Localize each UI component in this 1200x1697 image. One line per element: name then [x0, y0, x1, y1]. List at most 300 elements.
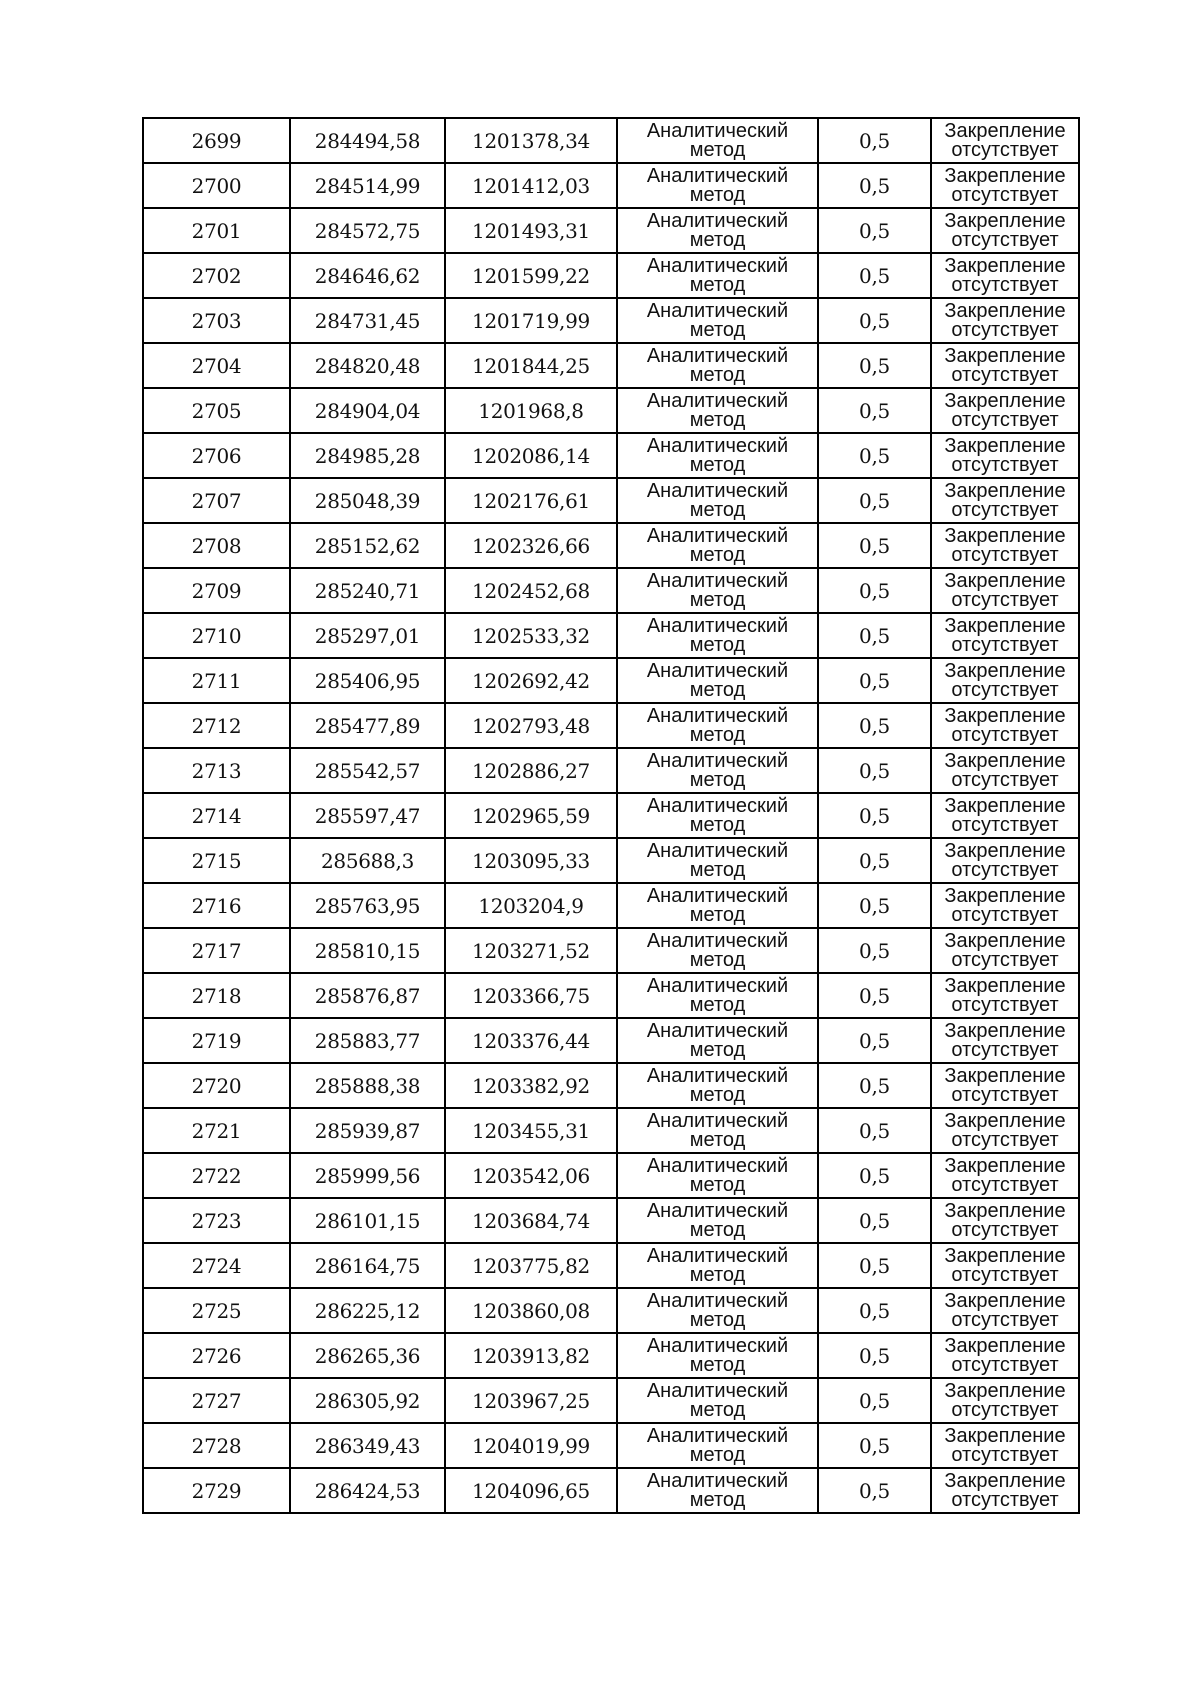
fixing-cell: [931, 793, 1079, 838]
fixing-cell: [931, 478, 1079, 523]
method-cell: [617, 1378, 818, 1423]
x-coordinate-cell: 285688,3: [290, 838, 445, 883]
x-coordinate-cell: 284820,48: [290, 343, 445, 388]
y-coordinate-cell: 1203684,74: [445, 1198, 617, 1243]
method-cell-line-2: метод: [689, 633, 746, 656]
y-coordinate-cell: 1202965,59: [445, 793, 617, 838]
method-cell-line-1: Аналитический: [646, 524, 789, 547]
accuracy-cell: 0,5: [818, 928, 931, 973]
fixing-cell-line-1: Закрепление: [944, 614, 1066, 637]
accuracy-cell: 0,5: [818, 1108, 931, 1153]
fixing-cell: [931, 253, 1079, 298]
fixing-cell-line-2: отсутствует: [951, 1353, 1059, 1376]
point-number-cell: 2713: [143, 748, 290, 793]
x-coordinate-cell: 285152,62: [290, 523, 445, 568]
fixing-cell: [931, 433, 1079, 478]
fixing-cell-line-1: Закрепление: [944, 299, 1066, 322]
method-cell-line-1: Аналитический: [646, 1154, 789, 1177]
fixing-cell-line-1: Закрепление: [944, 569, 1066, 592]
fixing-cell-line-1: Закрепление: [944, 794, 1066, 817]
accuracy-cell: 0,5: [818, 478, 931, 523]
fixing-cell-line-1: Закрепление: [944, 209, 1066, 232]
table-row: [143, 1333, 1079, 1378]
fixing-cell-line-1: Закрепление: [944, 704, 1066, 727]
table-row: [143, 253, 1079, 298]
method-cell: [617, 1153, 818, 1198]
coordinates-table: [142, 117, 1080, 1514]
accuracy-cell: 0,5: [818, 883, 931, 928]
fixing-cell-line-1: Закрепление: [944, 434, 1066, 457]
method-cell: [617, 388, 818, 433]
point-number-cell: 2722: [143, 1153, 290, 1198]
point-number-cell: 2701: [143, 208, 290, 253]
fixing-cell-line-1: Закрепление: [944, 1199, 1066, 1222]
fixing-cell-line-2: отсутствует: [951, 1398, 1059, 1421]
y-coordinate-cell: 1204019,99: [445, 1423, 617, 1468]
method-cell: [617, 208, 818, 253]
point-number-cell: 2718: [143, 973, 290, 1018]
y-coordinate-cell: 1202326,66: [445, 523, 617, 568]
accuracy-cell: 0,5: [818, 703, 931, 748]
y-coordinate-cell: 1202793,48: [445, 703, 617, 748]
method-cell-line-1: Аналитический: [646, 839, 789, 862]
fixing-cell: [931, 838, 1079, 883]
x-coordinate-cell: 284494,58: [290, 118, 445, 163]
method-cell: [617, 883, 818, 928]
fixing-cell-line-1: Закрепление: [944, 839, 1066, 862]
fixing-cell-line-1: Закрепление: [944, 1064, 1066, 1087]
accuracy-cell: 0,5: [818, 163, 931, 208]
method-cell-line-1: Аналитический: [646, 1199, 789, 1222]
fixing-cell: [931, 703, 1079, 748]
fixing-cell: [931, 748, 1079, 793]
table-row: [143, 118, 1079, 163]
x-coordinate-cell: 286225,12: [290, 1288, 445, 1333]
method-cell-line-1: Аналитический: [646, 1424, 789, 1447]
table-row: [143, 1108, 1079, 1153]
y-coordinate-cell: 1202886,27: [445, 748, 617, 793]
y-coordinate-cell: 1201968,8: [445, 388, 617, 433]
method-cell-line-2: метод: [689, 1218, 746, 1241]
coordinates-table-body: [143, 118, 1079, 1513]
x-coordinate-cell: 285477,89: [290, 703, 445, 748]
table-row: [143, 1243, 1079, 1288]
x-coordinate-cell: 286164,75: [290, 1243, 445, 1288]
x-coordinate-cell: 285810,15: [290, 928, 445, 973]
y-coordinate-cell: 1203204,9: [445, 883, 617, 928]
method-cell: [617, 568, 818, 613]
fixing-cell-line-2: отсутствует: [951, 183, 1059, 206]
fixing-cell: [931, 1423, 1079, 1468]
table-row: [143, 433, 1079, 478]
x-coordinate-cell: 285406,95: [290, 658, 445, 703]
y-coordinate-cell: 1202692,42: [445, 658, 617, 703]
x-coordinate-cell: 286265,36: [290, 1333, 445, 1378]
fixing-cell: [931, 523, 1079, 568]
method-cell-line-2: метод: [689, 903, 746, 926]
fixing-cell-line-1: Закрепление: [944, 479, 1066, 502]
accuracy-cell: 0,5: [818, 1063, 931, 1108]
fixing-cell: [931, 1288, 1079, 1333]
fixing-cell: [931, 613, 1079, 658]
fixing-cell-line-1: Закрепление: [944, 929, 1066, 952]
fixing-cell-line-2: отсутствует: [951, 498, 1059, 521]
method-cell-line-2: метод: [689, 1443, 746, 1466]
fixing-cell-line-2: отсутствует: [951, 813, 1059, 836]
method-cell: [617, 433, 818, 478]
fixing-cell-line-2: отсутствует: [951, 543, 1059, 566]
method-cell-line-2: метод: [689, 1353, 746, 1376]
accuracy-cell: 0,5: [818, 838, 931, 883]
fixing-cell-line-2: отсутствует: [951, 1083, 1059, 1106]
fixing-cell-line-1: Закрепление: [944, 1154, 1066, 1177]
fixing-cell: [931, 1153, 1079, 1198]
method-cell-line-2: метод: [689, 273, 746, 296]
method-cell: [617, 1243, 818, 1288]
point-number-cell: 2708: [143, 523, 290, 568]
accuracy-cell: 0,5: [818, 658, 931, 703]
table-row: [143, 1018, 1079, 1063]
fixing-cell-line-2: отсутствует: [951, 318, 1059, 341]
point-number-cell: 2709: [143, 568, 290, 613]
fixing-cell-line-2: отсутствует: [951, 723, 1059, 746]
method-cell: [617, 973, 818, 1018]
fixing-cell-line-1: Закрепление: [944, 1379, 1066, 1402]
y-coordinate-cell: 1203382,92: [445, 1063, 617, 1108]
method-cell-line-1: Аналитический: [646, 929, 789, 952]
x-coordinate-cell: 285883,77: [290, 1018, 445, 1063]
method-cell-line-2: метод: [689, 408, 746, 431]
method-cell: [617, 793, 818, 838]
accuracy-cell: 0,5: [818, 1198, 931, 1243]
x-coordinate-cell: 285999,56: [290, 1153, 445, 1198]
y-coordinate-cell: 1203095,33: [445, 838, 617, 883]
table-row: [143, 883, 1079, 928]
method-cell-line-1: Аналитический: [646, 389, 789, 412]
accuracy-cell: 0,5: [818, 433, 931, 478]
method-cell-line-1: Аналитический: [646, 119, 789, 142]
method-cell-line-2: метод: [689, 768, 746, 791]
method-cell-line-2: метод: [689, 543, 746, 566]
fixing-cell-line-2: отсутствует: [951, 1443, 1059, 1466]
method-cell-line-2: метод: [689, 1038, 746, 1061]
table-row: [143, 1288, 1079, 1333]
point-number-cell: 2726: [143, 1333, 290, 1378]
method-cell: [617, 253, 818, 298]
method-cell: [617, 478, 818, 523]
fixing-cell: [931, 1333, 1079, 1378]
table-row: [143, 1153, 1079, 1198]
method-cell-line-2: метод: [689, 1308, 746, 1331]
method-cell-line-2: метод: [689, 723, 746, 746]
method-cell-line-2: метод: [689, 183, 746, 206]
fixing-cell-line-2: отсутствует: [951, 1218, 1059, 1241]
fixing-cell-line-2: отсутствует: [951, 453, 1059, 476]
fixing-cell-line-2: отсутствует: [951, 1488, 1059, 1511]
method-cell: [617, 1423, 818, 1468]
method-cell-line-1: Аналитический: [646, 1379, 789, 1402]
method-cell-line-2: метод: [689, 138, 746, 161]
fixing-cell-line-2: отсутствует: [951, 1038, 1059, 1061]
fixing-cell: [931, 973, 1079, 1018]
method-cell-line-1: Аналитический: [646, 209, 789, 232]
fixing-cell-line-2: отсутствует: [951, 588, 1059, 611]
x-coordinate-cell: 285939,87: [290, 1108, 445, 1153]
method-cell: [617, 928, 818, 973]
table-row: [143, 928, 1079, 973]
y-coordinate-cell: 1203775,82: [445, 1243, 617, 1288]
y-coordinate-cell: 1203376,44: [445, 1018, 617, 1063]
fixing-cell: [931, 928, 1079, 973]
method-cell: [617, 1063, 818, 1108]
point-number-cell: 2725: [143, 1288, 290, 1333]
accuracy-cell: 0,5: [818, 748, 931, 793]
method-cell-line-1: Аналитический: [646, 569, 789, 592]
table-row: [143, 1063, 1079, 1108]
point-number-cell: 2723: [143, 1198, 290, 1243]
fixing-cell-line-1: Закрепление: [944, 389, 1066, 412]
point-number-cell: 2705: [143, 388, 290, 433]
accuracy-cell: 0,5: [818, 793, 931, 838]
method-cell: [617, 118, 818, 163]
point-number-cell: 2729: [143, 1468, 290, 1513]
method-cell-line-1: Аналитический: [646, 1064, 789, 1087]
x-coordinate-cell: 284514,99: [290, 163, 445, 208]
method-cell-line-2: метод: [689, 1128, 746, 1151]
method-cell-line-2: метод: [689, 1263, 746, 1286]
fixing-cell-line-2: отсутствует: [951, 768, 1059, 791]
method-cell-line-2: метод: [689, 318, 746, 341]
method-cell-line-1: Аналитический: [646, 749, 789, 772]
accuracy-cell: 0,5: [818, 388, 931, 433]
method-cell: [617, 748, 818, 793]
table-row: [143, 343, 1079, 388]
table-row: [143, 613, 1079, 658]
fixing-cell-line-1: Закрепление: [944, 524, 1066, 547]
table-row: [143, 208, 1079, 253]
point-number-cell: 2712: [143, 703, 290, 748]
method-cell-line-2: метод: [689, 1083, 746, 1106]
accuracy-cell: 0,5: [818, 1288, 931, 1333]
fixing-cell: [931, 883, 1079, 928]
table-row: [143, 163, 1079, 208]
accuracy-cell: 0,5: [818, 1243, 931, 1288]
point-number-cell: 2706: [143, 433, 290, 478]
point-number-cell: 2714: [143, 793, 290, 838]
x-coordinate-cell: 284646,62: [290, 253, 445, 298]
fixing-cell: [931, 1018, 1079, 1063]
accuracy-cell: 0,5: [818, 568, 931, 613]
method-cell: [617, 523, 818, 568]
method-cell: [617, 298, 818, 343]
method-cell-line-2: метод: [689, 1488, 746, 1511]
point-number-cell: 2724: [143, 1243, 290, 1288]
method-cell-line-2: метод: [689, 363, 746, 386]
accuracy-cell: 0,5: [818, 253, 931, 298]
method-cell-line-2: метод: [689, 993, 746, 1016]
x-coordinate-cell: 284985,28: [290, 433, 445, 478]
point-number-cell: 2700: [143, 163, 290, 208]
fixing-cell-line-2: отсутствует: [951, 633, 1059, 656]
fixing-cell: [931, 1468, 1079, 1513]
fixing-cell: [931, 658, 1079, 703]
fixing-cell-line-2: отсутствует: [951, 138, 1059, 161]
fixing-cell-line-1: Закрепление: [944, 164, 1066, 187]
fixing-cell-line-2: отсутствует: [951, 363, 1059, 386]
table-row: [143, 973, 1079, 1018]
x-coordinate-cell: 285597,47: [290, 793, 445, 838]
x-coordinate-cell: 285240,71: [290, 568, 445, 613]
x-coordinate-cell: 284904,04: [290, 388, 445, 433]
x-coordinate-cell: 284572,75: [290, 208, 445, 253]
y-coordinate-cell: 1203366,75: [445, 973, 617, 1018]
point-number-cell: 2710: [143, 613, 290, 658]
y-coordinate-cell: 1203455,31: [445, 1108, 617, 1153]
accuracy-cell: 0,5: [818, 523, 931, 568]
fixing-cell-line-1: Закрепление: [944, 119, 1066, 142]
x-coordinate-cell: 285763,95: [290, 883, 445, 928]
point-number-cell: 2703: [143, 298, 290, 343]
point-number-cell: 2715: [143, 838, 290, 883]
fixing-cell: [931, 1198, 1079, 1243]
y-coordinate-cell: 1201412,03: [445, 163, 617, 208]
table-row: [143, 568, 1079, 613]
method-cell-line-2: метод: [689, 228, 746, 251]
table-row: [143, 523, 1079, 568]
method-cell-line-2: метод: [689, 813, 746, 836]
fixing-cell-line-1: Закрепление: [944, 1334, 1066, 1357]
method-cell: [617, 1198, 818, 1243]
y-coordinate-cell: 1204096,65: [445, 1468, 617, 1513]
accuracy-cell: 0,5: [818, 298, 931, 343]
y-coordinate-cell: 1203967,25: [445, 1378, 617, 1423]
method-cell: [617, 163, 818, 208]
method-cell-line-1: Аналитический: [646, 299, 789, 322]
fixing-cell-line-2: отсутствует: [951, 408, 1059, 431]
x-coordinate-cell: 285297,01: [290, 613, 445, 658]
y-coordinate-cell: 1201844,25: [445, 343, 617, 388]
point-number-cell: 2702: [143, 253, 290, 298]
y-coordinate-cell: 1202176,61: [445, 478, 617, 523]
method-cell-line-1: Аналитический: [646, 254, 789, 277]
method-cell-line-1: Аналитический: [646, 794, 789, 817]
table-row: [143, 388, 1079, 433]
method-cell-line-2: метод: [689, 1173, 746, 1196]
method-cell-line-1: Аналитический: [646, 974, 789, 997]
accuracy-cell: 0,5: [818, 208, 931, 253]
accuracy-cell: 0,5: [818, 973, 931, 1018]
accuracy-cell: 0,5: [818, 1153, 931, 1198]
method-cell: [617, 1468, 818, 1513]
x-coordinate-cell: 285542,57: [290, 748, 445, 793]
fixing-cell-line-1: Закрепление: [944, 749, 1066, 772]
y-coordinate-cell: 1203542,06: [445, 1153, 617, 1198]
method-cell-line-1: Аналитический: [646, 344, 789, 367]
x-coordinate-cell: 286305,92: [290, 1378, 445, 1423]
point-number-cell: 2717: [143, 928, 290, 973]
point-number-cell: 2699: [143, 118, 290, 163]
fixing-cell-line-1: Закрепление: [944, 344, 1066, 367]
method-cell-line-1: Аналитический: [646, 614, 789, 637]
y-coordinate-cell: 1201719,99: [445, 298, 617, 343]
table-row: [143, 478, 1079, 523]
y-coordinate-cell: 1203913,82: [445, 1333, 617, 1378]
method-cell: [617, 658, 818, 703]
fixing-cell-line-1: Закрепление: [944, 1019, 1066, 1042]
method-cell-line-1: Аналитический: [646, 1289, 789, 1312]
y-coordinate-cell: 1201599,22: [445, 253, 617, 298]
point-number-cell: 2728: [143, 1423, 290, 1468]
x-coordinate-cell: 286101,15: [290, 1198, 445, 1243]
point-number-cell: 2711: [143, 658, 290, 703]
method-cell: [617, 1018, 818, 1063]
fixing-cell-line-1: Закрепление: [944, 974, 1066, 997]
fixing-cell: [931, 1108, 1079, 1153]
point-number-cell: 2721: [143, 1108, 290, 1153]
fixing-cell: [931, 388, 1079, 433]
method-cell: [617, 1108, 818, 1153]
table-row: [143, 703, 1079, 748]
accuracy-cell: 0,5: [818, 1018, 931, 1063]
fixing-cell: [931, 1378, 1079, 1423]
fixing-cell-line-2: отсутствует: [951, 228, 1059, 251]
y-coordinate-cell: 1203271,52: [445, 928, 617, 973]
table-row: [143, 1198, 1079, 1243]
x-coordinate-cell: 286349,43: [290, 1423, 445, 1468]
method-cell: [617, 1288, 818, 1333]
table-row: [143, 1468, 1079, 1513]
method-cell: [617, 343, 818, 388]
method-cell-line-2: метод: [689, 453, 746, 476]
fixing-cell-line-2: отсутствует: [951, 903, 1059, 926]
accuracy-cell: 0,5: [818, 1333, 931, 1378]
method-cell-line-1: Аналитический: [646, 479, 789, 502]
fixing-cell-line-1: Закрепление: [944, 1469, 1066, 1492]
table-row: [143, 1378, 1079, 1423]
fixing-cell-line-2: отсутствует: [951, 678, 1059, 701]
fixing-cell-line-2: отсутствует: [951, 858, 1059, 881]
y-coordinate-cell: 1201493,31: [445, 208, 617, 253]
x-coordinate-cell: 285888,38: [290, 1063, 445, 1108]
point-number-cell: 2720: [143, 1063, 290, 1108]
fixing-cell-line-1: Закрепление: [944, 1244, 1066, 1267]
method-cell-line-1: Аналитический: [646, 1019, 789, 1042]
method-cell-line-2: метод: [689, 1398, 746, 1421]
method-cell-line-2: метод: [689, 948, 746, 971]
method-cell-line-1: Аналитический: [646, 1244, 789, 1267]
accuracy-cell: 0,5: [818, 118, 931, 163]
table-row: [143, 1423, 1079, 1468]
table-row: [143, 838, 1079, 883]
fixing-cell-line-1: Закрепление: [944, 659, 1066, 682]
fixing-cell: [931, 568, 1079, 613]
fixing-cell-line-2: отсутствует: [951, 993, 1059, 1016]
accuracy-cell: 0,5: [818, 343, 931, 388]
y-coordinate-cell: 1203860,08: [445, 1288, 617, 1333]
fixing-cell: [931, 1063, 1079, 1108]
x-coordinate-cell: 285048,39: [290, 478, 445, 523]
method-cell-line-2: метод: [689, 858, 746, 881]
method-cell-line-2: метод: [689, 588, 746, 611]
point-number-cell: 2719: [143, 1018, 290, 1063]
method-cell: [617, 703, 818, 748]
fixing-cell-line-2: отсутствует: [951, 1263, 1059, 1286]
accuracy-cell: 0,5: [818, 613, 931, 658]
y-coordinate-cell: 1202086,14: [445, 433, 617, 478]
fixing-cell-line-2: отсутствует: [951, 1128, 1059, 1151]
method-cell-line-1: Аналитический: [646, 659, 789, 682]
y-coordinate-cell: 1202452,68: [445, 568, 617, 613]
